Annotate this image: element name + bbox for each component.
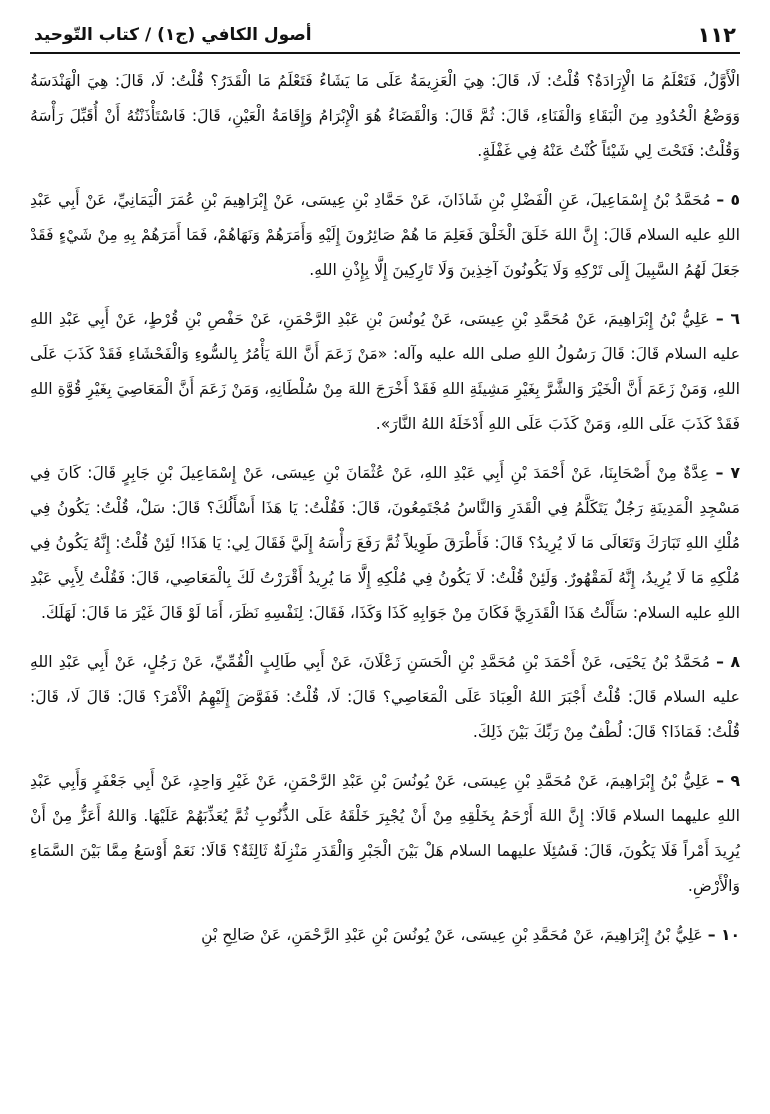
running-title: أصول الكافي (ج١) / كتاب التّوحيد (34, 25, 312, 45)
page-number: ١١٢ (697, 23, 736, 47)
page-body (30, 64, 740, 953)
paragraph-text: عَلِيُّ بْنُ إِبْرَاهِيمَ، عَنْ مُحَمَّدِ بْنِ عِيسَى، عَنْ يُونُسَ بْنِ عَبْدِ الرَّحْمَنِ، عَنْ حَفْصِ بْنِ قُرْطٍ، عَنْ أَبِي عَبْدِ اللهِ عليه السلام قَالَ: قَالَ رَسُولُ اللهِ صلى الله عليه وآله: «مَنْ زَعَمَ أَنَّ اللهَ يَأْمُرُ بِالسُّوءِ وَالْفَحْشَاءِ فَقَدْ كَذَبَ عَلَى اللهِ، وَمَنْ زَعَمَ أَنَّ الْخَيْرَ وَالشَّرَّ بِغَيْرِ مَشِيئَةِ اللهِ فَقَدْ أَخْرَجَ اللهَ مِنْ سُلْطَانِهِ، وَمَنْ زَعَمَ أَنَّ الْمَعَاصِيَ بِغَيْرِ قُوَّةِ اللهِ فَقَدْ كَذَبَ عَلَى اللهِ، وَمَنْ كَذَبَ عَلَى اللهِ أَدْخَلَهُ اللهُ النَّارَ». (30, 310, 740, 433)
hadith-number: ٦ – (715, 310, 740, 328)
paragraph-text: مُحَمَّدُ بْنُ إِسْمَاعِيلَ، عَنِ الْفَضْلِ بْنِ شَاذَانَ، عَنْ حَمَّادِ بْنِ عِيسَى، عَنْ إِبْرَاهِيمَ بْنِ عُمَرَ الْيَمَانِيِّ، عَنْ أَبِي عَبْدِ اللهِ عليه السلام قَالَ: إِنَّ اللهَ خَلَقَ الْخَلْقَ فَعَلِمَ مَا هُمْ صَائِرُونَ إِلَيْهِ وَأَمَرَهُمْ وَنَهَاهُمْ، فَمَا أَمَرَهُمْ بِهِ مِنْ شَيْءٍ فَقَدْ جَعَلَ لَهُمُ السَّبِيلَ إِلَى تَرْكِهِ وَلَا يَكُونُونَ آخِذِينَ وَلَا تَارِكِينَ إِلَّا بِإِذْنِ اللهِ. (30, 191, 740, 279)
paragraph-text: عِدَّةٌ مِنْ أَصْحَابِنَا، عَنْ أَحْمَدَ بْنِ أَبِي عَبْدِ اللهِ، عَنْ عُثْمَانَ بْنِ عِيسَى، عَنْ إِسْمَاعِيلَ بْنِ جَابِرٍ قَالَ: كَانَ فِي مَسْجِدِ الْمَدِينَةِ رَجُلٌ يَتَكَلَّمُ فِي الْقَدَرِ وَالنَّاسُ مُجْتَمِعُونَ، قَالَ: فَقُلْتُ: يَا هَذَا أَسْأَلُكَ؟ قَالَ: سَلْ، قُلْتُ: يَكُونُ فِي مُلْكِ اللهِ تَبَارَكَ وَتَعَالَى مَا لَا يُرِيدُ؟ قَالَ: فَأَطْرَقَ طَوِيلاً ثُمَّ رَفَعَ رَأْسَهُ إِلَيَّ فَقَالَ لِي: يَا هَذَا! لَئِنْ قُلْتُ: إِنَّهُ يَكُونُ فِي مُلْكِهِ مَا لَا يُرِيدُ، إِنَّهُ لَمَقْهُورٌ. وَلَئِنْ قُلْتُ: لَا يَكُونُ فِي مُلْكِهِ إِلَّا مَا يُرِيدُ أَقْرَرْتُ لَكَ بِالْمَعَاصِي، قَالَ: فَقُلْتُ لِأَبِي عَبْدِ اللهِ عليه السلام: سَأَلْتُ هَذَا الْقَدَرِيَّ فَكَانَ مِنْ جَوَابِهِ كَذَا وَكَذَا، فَقَالَ: لِنَفْسِهِ نَظَرَ، أَمَا لَوْ قَالَ غَيْرَ مَا قَالَ: لَهَلَكَ. (30, 464, 740, 622)
hadith-number: ٧ – (715, 464, 740, 482)
paragraph-text: عَلِيُّ بْنُ إِبْرَاهِيمَ، عَنْ مُحَمَّدِ بْنِ عِيسَى، عَنْ يُونُسَ بْنِ عَبْدِ الرَّحْمَنِ، عَنْ غَيْرِ وَاحِدٍ، عَنْ أَبِي جَعْفَرٍ وَأَبِي عَبْدِ اللهِ عليهما السلام قَالَا: إِنَّ اللهَ أَرْحَمُ بِخَلْقِهِ مِنْ أَنْ يُجْبِرَ خَلْقَهُ عَلَى الذُّنُوبِ ثُمَّ يُعَذِّبَهُمْ عَلَيْهَا. وَاللهُ أَعَزُّ مِنْ أَنْ يُرِيدَ أَمْراً فَلَا يَكُونَ، قَالَ: فَسُئِلَا عليهما السلام هَلْ بَيْنَ الْجَبْرِ وَالْقَدَرِ مَنْزِلَةٌ ثَالِثَةٌ؟ قَالَا: نَعَمْ أَوْسَعُ مِمَّا بَيْنَ السَّمَاءِ وَالْأَرْضِ. (30, 772, 740, 895)
hadith-paragraph-5 (30, 183, 740, 288)
hadith-paragraph-10 (30, 918, 740, 953)
paragraph-text: عَلِيُّ بْنُ إِبْرَاهِيمَ، عَنْ مُحَمَّدِ بْنِ عِيسَى، عَنْ يُونُسَ بْنِ عَبْدِ الرَّحْمَنِ، عَنْ صَالِحِ بْنِ (201, 926, 703, 944)
hadith-number: ٩ – (716, 772, 740, 790)
hadith-number: ٨ – (716, 653, 741, 671)
hadith-paragraph-8 (30, 645, 740, 750)
hadith-number: ١٠ – (707, 926, 740, 944)
hadith-paragraph-6 (30, 302, 740, 442)
header-rule (30, 52, 740, 54)
paragraph-text: الْأَوَّلُ، فَتَعْلَمُ مَا الْإِرَادَةُ؟ قُلْتُ: لَا، قَالَ: هِيَ الْعَزِيمَةُ عَلَى مَا يَشَاءُ فَتَعْلَمُ مَا الْقَدَرُ؟ قُلْتُ: لَا، قَالَ: هِيَ الْهَنْدَسَةُ وَوَضْعُ الْحُدُودِ مِنَ الْبَقَاءِ وَالْفَنَاءِ، قَالَ: ثُمَّ قَالَ: وَالْقَضَاءُ هُوَ الْإِبْرَامُ وَإِقَامَةُ الْعَيْنِ، قَالَ: فَاسْتَأْذَنْتُهُ أَنْ أُقَبِّلَ رَأْسَهُ وَقُلْتُ: فَتَحْتَ لِي شَيْئاً كُنْتُ عَنْهُ فِي غَفْلَةٍ. (30, 72, 740, 160)
hadith-paragraph-9 (30, 764, 740, 904)
page-header (30, 14, 740, 50)
paragraph-continued (30, 64, 740, 169)
hadith-paragraph-7 (30, 456, 740, 631)
paragraph-text: مُحَمَّدُ بْنُ يَحْيَى، عَنْ أَحْمَدَ بْنِ مُحَمَّدِ بْنِ الْحَسَنِ زَعْلَانَ، عَنْ أَبِي طَالِبٍ الْقُمِّيِّ، عَنْ رَجُلٍ، عَنْ أَبِي عَبْدِ اللهِ عليه السلام قَالَ: قُلْتُ أَجْبَرَ اللهُ الْعِبَادَ عَلَى الْمَعَاصِي؟ قَالَ: لَا، قُلْتُ: فَفَوَّضَ إِلَيْهِمُ الْأَمْرَ؟ قَالَ: قَالَ لَا، قَالَ: قُلْتُ: فَمَاذَا؟ قَالَ: لُطْفٌ مِنْ رَبِّكَ بَيْنَ ذَلِكَ. (30, 653, 740, 741)
hadith-number: ٥ – (716, 191, 740, 209)
